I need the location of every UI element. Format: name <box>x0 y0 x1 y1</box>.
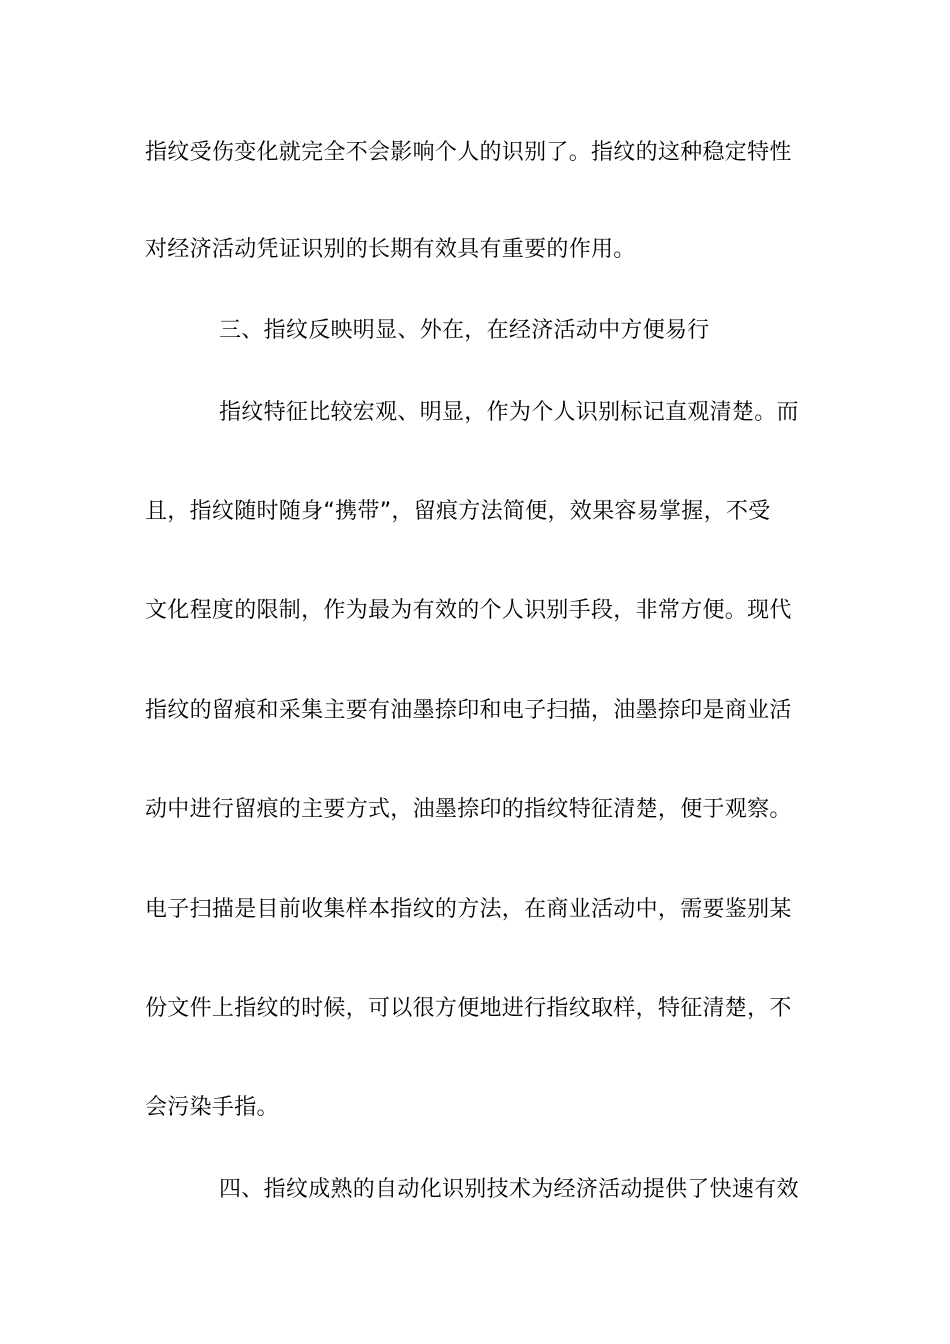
paragraph-line: 对经济活动凭证识别的长期有效具有重要的作用。 <box>145 237 636 262</box>
section-heading: 四、指纹成熟的自动化识别技术为经济活动提供了快速有效 <box>219 1177 799 1202</box>
paragraph-line: 份文件上指纹的时候，可以很方便地进行指纹取样，特征清楚，不 <box>145 996 792 1021</box>
paragraph-line: 电子扫描是目前收集样本指纹的方法，在商业活动中，需要鉴别某 <box>145 897 792 922</box>
paragraph-line: 指纹特征比较宏观、明显，作为个人识别标记直观清楚。而 <box>219 400 799 425</box>
paragraph-line: 指纹的留痕和采集主要有油墨捺印和电子扫描，油墨捺印是商业活 <box>145 698 792 723</box>
paragraph-line: 指纹受伤变化就完全不会影响个人的识别了。指纹的这种稳定特性 <box>145 140 792 165</box>
section-heading: 三、指纹反映明显、外在，在经济活动中方便易行 <box>219 318 710 343</box>
paragraph-line: 会污染手指。 <box>145 1095 279 1120</box>
paragraph-line: 文化程度的限制，作为最为有效的个人识别手段，非常方便。现代 <box>145 598 792 623</box>
paragraph-line: 且，指纹随时随身“携带”，留痕方法简便，效果容易掌握，不受 <box>145 499 771 524</box>
paragraph-line: 动中进行留痕的主要方式，油墨捺印的指纹特征清楚，便于观察。 <box>145 797 792 822</box>
